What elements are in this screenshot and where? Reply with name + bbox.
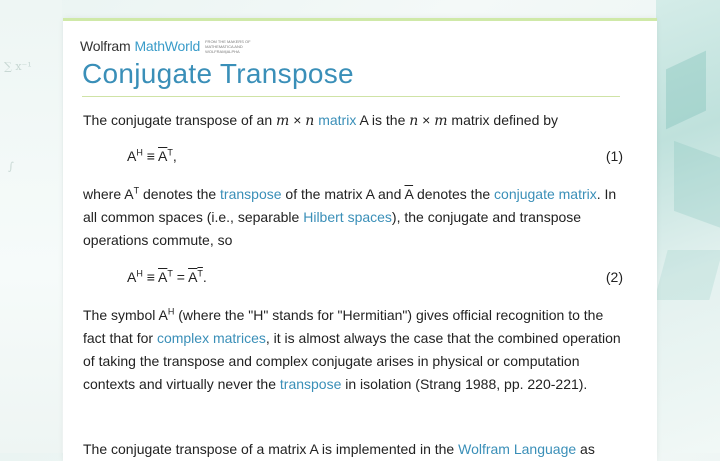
text: denotes the	[139, 186, 221, 202]
equation-1	[127, 148, 623, 164]
eq-term-overline	[188, 269, 203, 285]
link-conjugate-matrix[interactable]: conjugate matrix	[494, 186, 597, 202]
link-transpose-2[interactable]: transpose	[279, 376, 342, 392]
text: (where the "H" stands for "Hermitian") gives official recognition to the fact that for	[83, 307, 604, 346]
mathworld-logo[interactable]	[80, 38, 275, 54]
eq-punct: ,	[172, 148, 177, 164]
background-formula: ∫	[8, 160, 14, 173]
eq-punct: .	[202, 269, 207, 285]
equation-number: (1)	[605, 148, 623, 164]
paragraph-3	[83, 304, 623, 396]
background-shape	[674, 141, 720, 229]
sup: H	[167, 306, 175, 317]
brand-tagline: FROM THE MAKERS OF MATHEMATICA AND WOLFRAM|ALPHA	[205, 38, 251, 54]
text: in isolation (Strang 1988, pp. 220-221).	[341, 376, 588, 392]
link-wolfram-language[interactable]: Wolfram Language	[458, 441, 577, 457]
text: as	[576, 441, 595, 457]
eq-op: =	[172, 269, 189, 285]
math-var: n	[409, 113, 419, 129]
equation-2	[127, 269, 623, 285]
math-op: ×	[289, 112, 306, 128]
page-title: Conjugate Transpose	[82, 58, 354, 89]
eq-term: $\overline{A}$	[158, 148, 168, 164]
math-abar: $\overline{A}$	[404, 186, 414, 202]
math-var: m	[276, 113, 290, 129]
background-shape	[666, 51, 706, 130]
text: , it is almost always the case that the combined operation of taking the transpose and complex conjugate arises in physical or computation contexts and virtually never the	[83, 330, 621, 392]
eq-sup: T	[167, 268, 173, 279]
text: The conjugate transpose of a matrix A is implemented in the	[83, 441, 459, 457]
text: The symbol A	[83, 307, 168, 323]
eq-term: A	[127, 269, 137, 285]
background-formula: ∑ x⁻¹	[4, 60, 32, 73]
link-transpose[interactable]: transpose	[220, 186, 282, 202]
eq-op: ≡	[142, 269, 159, 285]
text: ), the conjugate and transpose operations commute, so	[83, 209, 582, 248]
equation-number: (2)	[605, 269, 623, 285]
background-right-decoration	[656, 0, 720, 453]
link-hilbert-spaces[interactable]: Hilbert spaces	[303, 209, 392, 225]
background-shape	[656, 250, 720, 300]
eq-term: $\overline{A}$	[158, 269, 168, 285]
link-complex-matrices[interactable]: complex matrices	[156, 330, 266, 346]
text: of the matrix A and	[281, 186, 405, 202]
text: denotes the	[413, 186, 495, 202]
paragraph-4	[83, 438, 623, 461]
eq-term: A	[188, 269, 198, 285]
brand-wolfram: Wolfram	[80, 38, 131, 54]
article-card	[63, 18, 657, 461]
eq-term: A	[127, 148, 137, 164]
paragraph-2	[83, 183, 623, 252]
math-var: m	[434, 113, 448, 129]
sup: T	[133, 185, 140, 196]
background-left-decoration	[0, 0, 62, 453]
link-matrix[interactable]: matrix	[318, 112, 357, 128]
title-divider	[82, 96, 620, 97]
text: matrix defined by	[447, 112, 559, 128]
paragraph-1	[83, 109, 623, 133]
math-op: ×	[418, 112, 435, 128]
math-var: n	[305, 113, 315, 129]
brand-mathworld: MathWorld	[134, 38, 201, 54]
text: The conjugate transpose of an	[83, 112, 277, 128]
text: . In all common spaces (i.e., separable	[83, 186, 617, 225]
eq-sup: H	[136, 147, 143, 158]
text: A is the	[356, 112, 410, 128]
text: where A	[83, 186, 134, 202]
eq-op: ≡	[142, 148, 159, 164]
eq-sup: H	[136, 268, 143, 279]
eq-sup: T	[197, 268, 203, 279]
eq-sup: T	[167, 147, 173, 158]
